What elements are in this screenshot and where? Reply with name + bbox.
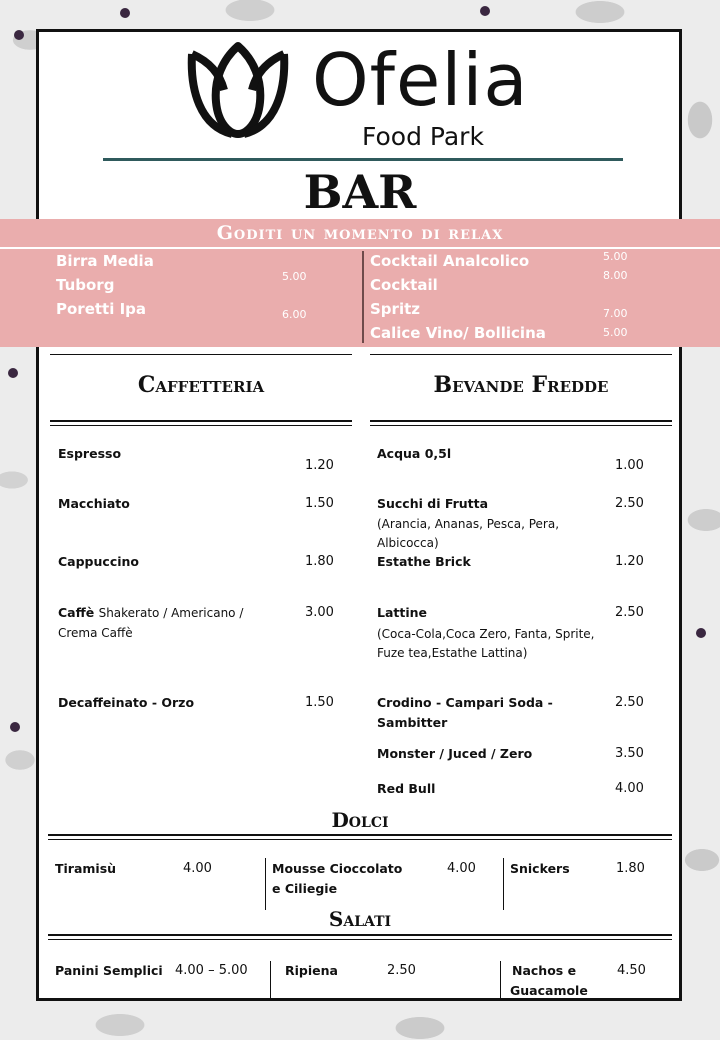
menu-item: Ripiena bbox=[285, 963, 338, 978]
section-title-caffetteria: Caffetteria bbox=[137, 372, 265, 398]
item-name: Crodino - Campari Soda - bbox=[377, 695, 553, 710]
divider bbox=[48, 839, 672, 840]
menu-item: Succhi di Frutta bbox=[377, 496, 489, 511]
banner-price: 7.00 bbox=[603, 307, 628, 320]
menu-item: Estathe Brick bbox=[377, 554, 471, 569]
menu-item: Decaffeinato - Orzo bbox=[58, 695, 195, 710]
divider bbox=[48, 834, 672, 836]
menu-item bbox=[58, 603, 243, 643]
divider bbox=[503, 858, 504, 910]
menu-item: Snickers bbox=[510, 861, 570, 876]
berry-decoration bbox=[10, 722, 20, 732]
menu-item: Macchiato bbox=[58, 496, 130, 511]
divider bbox=[370, 354, 672, 355]
menu-item bbox=[377, 693, 553, 733]
item-price: 2.50 bbox=[387, 963, 416, 978]
banner-item: Cocktail Analcolico bbox=[370, 252, 530, 270]
banner-price: 5.00 bbox=[282, 270, 307, 283]
item-price: 1.20 bbox=[615, 554, 644, 569]
item-name: Caffè bbox=[58, 605, 95, 620]
item-price: 4.00 bbox=[183, 861, 212, 876]
menu-item: Red Bull bbox=[377, 781, 436, 796]
menu-item bbox=[510, 961, 588, 1001]
berry-decoration bbox=[120, 8, 130, 18]
berry-decoration bbox=[8, 368, 18, 378]
divider bbox=[50, 354, 352, 355]
banner-price: 6.00 bbox=[282, 308, 307, 321]
banner-item: Spritz bbox=[370, 300, 420, 318]
item-price: 1.20 bbox=[305, 458, 334, 473]
item-price: 3.50 bbox=[615, 746, 644, 761]
item-price: 3.00 bbox=[305, 605, 334, 620]
item-price: 4.00 bbox=[615, 781, 644, 796]
featured-banner bbox=[0, 219, 720, 347]
banner-item: Tuborg bbox=[56, 276, 115, 294]
menu-item: Panini Semplici bbox=[55, 963, 163, 978]
banner-item: Cocktail bbox=[370, 276, 438, 294]
item-detail: Fuze tea,Estathe Lattina) bbox=[377, 646, 528, 660]
section-title-dolci: Dolci bbox=[331, 808, 389, 832]
banner-item: Poretti Ipa bbox=[56, 300, 147, 318]
banner-price: 8.00 bbox=[603, 269, 628, 282]
item-price: 1.50 bbox=[305, 496, 334, 511]
item-price: 4.00 – 5.00 bbox=[175, 963, 248, 978]
banner-heading: Goditi un momento di relax bbox=[0, 219, 720, 249]
divider bbox=[270, 961, 271, 1001]
item-price: 1.00 bbox=[615, 458, 644, 473]
menu-item: Lattine bbox=[377, 605, 428, 620]
tulip-logo-icon bbox=[182, 40, 294, 140]
section-title-bevande: Bevande Fredde bbox=[433, 372, 609, 398]
divider bbox=[370, 420, 672, 422]
banner-price: 5.00 bbox=[603, 250, 628, 263]
berry-decoration bbox=[696, 628, 706, 638]
brand-name: Ofelia bbox=[312, 38, 529, 122]
item-price: 2.50 bbox=[615, 605, 644, 620]
item-name-rest: Shakerato / Americano / bbox=[98, 606, 244, 620]
divider bbox=[48, 939, 672, 940]
item-detail: (Coca-Cola,Coca Zero, Fanta, Sprite, bbox=[377, 627, 595, 641]
menu-item: Cappuccino bbox=[58, 554, 139, 569]
berry-decoration bbox=[480, 6, 490, 16]
berry-decoration bbox=[14, 30, 24, 40]
menu-item: Espresso bbox=[58, 446, 122, 461]
page-title: BAR bbox=[303, 165, 417, 219]
divider bbox=[50, 420, 352, 422]
brand-subtitle: Food Park bbox=[362, 122, 484, 151]
item-price: 1.80 bbox=[305, 554, 334, 569]
banner-item: Calice Vino/ Bollicina bbox=[370, 324, 546, 342]
item-price: 1.80 bbox=[616, 861, 645, 876]
divider bbox=[500, 961, 501, 1001]
item-price: 2.50 bbox=[615, 496, 644, 511]
item-name-line2: Guacamole bbox=[510, 983, 588, 998]
item-name-line2: e Ciliegie bbox=[272, 881, 338, 896]
item-price: 1.50 bbox=[305, 695, 334, 710]
section-title-salati: Salati bbox=[328, 907, 392, 931]
item-detail: (Arancia, Ananas, Pesca, Pera, bbox=[377, 517, 560, 531]
divider bbox=[50, 425, 352, 426]
item-name-line2: Sambitter bbox=[377, 715, 448, 730]
item-name: Mousse Cioccolato bbox=[272, 861, 403, 876]
item-price: 4.50 bbox=[617, 963, 646, 978]
banner-item: Birra Media bbox=[56, 252, 154, 270]
item-price: 4.00 bbox=[447, 861, 476, 876]
menu-item bbox=[272, 859, 402, 899]
divider bbox=[362, 251, 364, 343]
item-name: Nachos e bbox=[512, 963, 577, 978]
divider bbox=[265, 858, 266, 910]
divider bbox=[370, 425, 672, 426]
menu-item: Acqua 0,5l bbox=[377, 446, 452, 461]
divider bbox=[103, 158, 623, 161]
divider bbox=[48, 934, 672, 936]
banner-price: 5.00 bbox=[603, 326, 628, 339]
menu-item: Tiramisù bbox=[55, 861, 117, 876]
menu-item: Monster / Juced / Zero bbox=[377, 746, 533, 761]
item-detail: Albicocca) bbox=[377, 536, 439, 550]
item-price: 2.50 bbox=[615, 695, 644, 710]
item-name-line2: Crema Caffè bbox=[58, 626, 133, 640]
